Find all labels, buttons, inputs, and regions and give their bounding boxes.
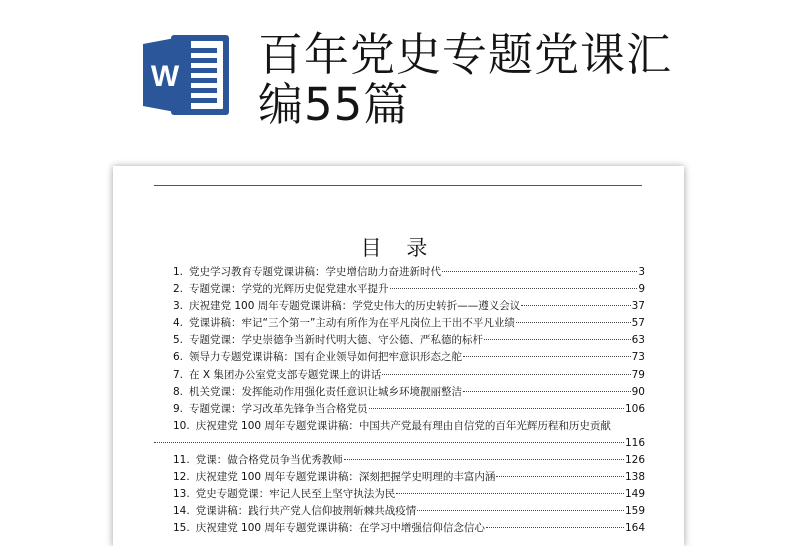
toc-entry-page: 63: [631, 334, 645, 347]
toc-entry-title: 党课讲稿：践行共产党人信仰披荆斩棘共战疫情: [195, 505, 417, 518]
toc-entry-number: 8.: [173, 385, 184, 398]
toc-entry-title: 党史学习教育专题党课讲稿：学史增信助力奋进新时代: [189, 266, 442, 278]
toc-entry[interactable]: [173, 520, 645, 537]
toc-entry-number: 7.: [173, 368, 184, 381]
toc-leader-dots: [417, 510, 624, 511]
toc-entry-page: 149: [624, 488, 645, 501]
toc-list: [173, 264, 645, 538]
toc-entry[interactable]: [173, 332, 645, 349]
toc-entry-page: 159: [624, 505, 645, 518]
toc-entry[interactable]: [173, 367, 645, 384]
toc-entry-title: 庆祝建党 100 周年专题党课讲稿：深刻把握学史明理的丰富内涵: [195, 471, 496, 484]
toc-entry-number: 12.: [173, 471, 190, 484]
toc-entry-page: 116: [624, 436, 645, 449]
toc-leader-dots: [154, 442, 624, 443]
header-rule: [154, 185, 642, 186]
toc-entry[interactable]: [173, 349, 645, 366]
toc-entry-title: 庆祝建党 100 周年专题党课讲稿：在学习中增强信仰信念信心: [195, 522, 485, 535]
toc-entry-number: 10.: [173, 419, 190, 432]
toc-leader-dots: [496, 476, 624, 477]
word-icon: [141, 32, 231, 118]
toc-entry[interactable]: [173, 401, 645, 418]
toc-leader-dots: [486, 527, 624, 528]
toc-entry-number: 2.: [173, 283, 184, 296]
toc-entry[interactable]: [173, 298, 645, 315]
toc-leader-dots: [390, 288, 638, 289]
toc-leader-dots: [463, 356, 631, 357]
toc-entry-page: 9: [638, 283, 645, 296]
toc-entry-page: 37: [631, 300, 645, 313]
toc-entry-page: 164: [624, 522, 645, 535]
toc-entry[interactable]: [173, 486, 645, 503]
toc-leader-dots: [484, 339, 631, 340]
toc-entry-page: 138: [624, 471, 645, 484]
toc-entry-number: 11.: [173, 454, 190, 467]
toc-entry-page: 90: [631, 385, 645, 398]
toc-entry-title: 专题党课：学党的光辉历史促党建水平提升: [189, 283, 389, 296]
toc-entry[interactable]: [173, 469, 645, 486]
toc-leader-dots: [516, 322, 631, 323]
word-icon-letter: W: [150, 60, 180, 93]
toc-entry-page: 57: [631, 317, 645, 330]
toc-entry-page: 106: [624, 402, 645, 415]
toc-leader-dots: [442, 271, 637, 272]
toc-entry-title: 专题党课：学习改革先锋争当合格党员: [189, 402, 368, 415]
toc-entry[interactable]: [173, 418, 645, 452]
toc-entry-number: 5.: [173, 334, 184, 347]
toc-entry-number: 15.: [173, 522, 190, 535]
toc-entry[interactable]: [173, 503, 645, 520]
toc-entry-number: 6.: [173, 351, 184, 364]
toc-heading: 目 录: [360, 236, 437, 260]
toc-entry-page: 126: [624, 454, 645, 467]
toc-entry-number: 9.: [173, 402, 184, 415]
toc-leader-dots: [521, 305, 630, 306]
toc-entry-title: 党课讲稿：牢记“三个第一”主动有所作为在平凡岗位上干出不平凡业绩: [189, 317, 515, 330]
toc-entry[interactable]: [173, 384, 645, 401]
toc-entry-title: 党课：做合格党员争当优秀教师: [195, 454, 343, 467]
toc-entry-title: 领导力专题党课讲稿：国有企业领导如何把牢意识形态之舵: [189, 351, 463, 364]
toc-entry[interactable]: [173, 264, 645, 281]
toc-entry-title: 庆祝建党 100 周年专题党课讲稿：学党史伟大的历史转折——遵义会议: [189, 300, 521, 313]
toc-entry[interactable]: [173, 452, 645, 469]
toc-entry[interactable]: [173, 281, 645, 298]
toc-entry-title: 党史专题党课：牢记人民至上坚守执法为民: [195, 488, 396, 501]
document-page: [113, 166, 684, 546]
toc-entry-title: 专题党课：学史崇德争当新时代明大德、守公德、严私德的标杆: [189, 334, 484, 347]
toc-entry-number: 13.: [173, 488, 190, 501]
toc-entry[interactable]: [173, 315, 645, 332]
toc-entry-title: 庆祝建党 100 周年专题党课讲稿：中国共产党最有理由自信党的百年光辉历程和历史贡献: [195, 419, 611, 432]
page-title: 百年党史专题党课汇编55篇: [258, 28, 673, 131]
toc-entry-title: 机关党课：发挥能动作用强化责任意识让城乡环境靓丽整洁: [189, 385, 463, 398]
toc-entry-number: 1.: [173, 266, 184, 278]
toc-entry-number: 14.: [173, 505, 190, 518]
toc-entry-title: 在 X 集团办公室党支部专题党课上的讲话: [189, 368, 382, 381]
toc-entry-page: 3: [638, 266, 645, 278]
toc-leader-dots: [463, 391, 631, 392]
toc-leader-dots: [369, 408, 624, 409]
toc-leader-dots: [382, 374, 630, 375]
toc-entry-number: 4.: [173, 317, 184, 330]
toc-entry-page: 79: [631, 368, 645, 381]
toc-leader-dots: [344, 459, 624, 460]
toc-leader-dots: [396, 493, 624, 494]
toc-entry-page: 73: [631, 351, 645, 364]
toc-entry-number: 3.: [173, 300, 184, 313]
